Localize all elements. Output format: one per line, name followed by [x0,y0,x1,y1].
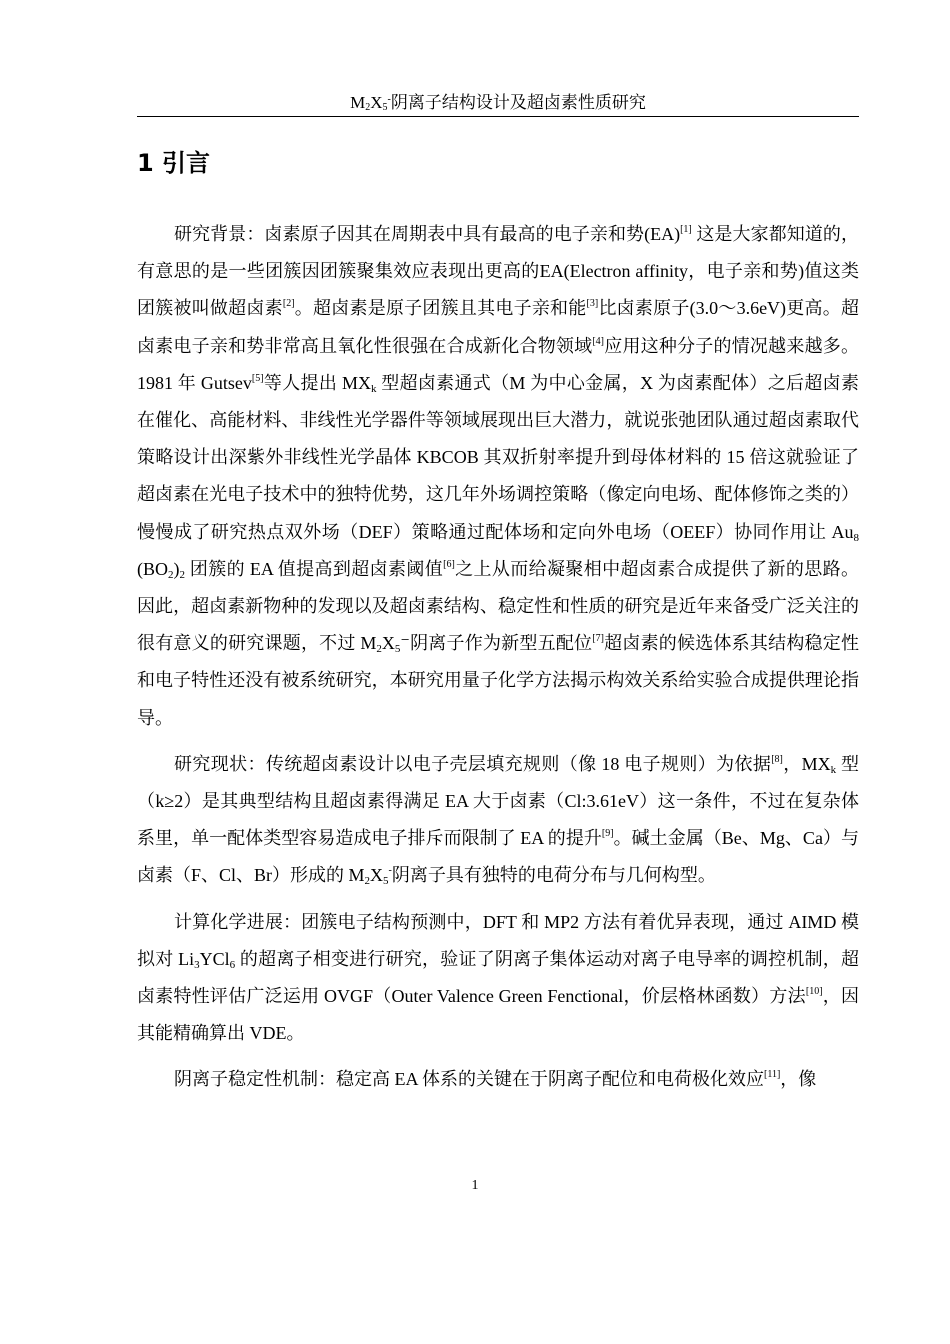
citation: [2] [282,298,295,310]
citation: [10] [805,986,823,998]
text-run: 比卤素原子(3.0～3.6eV)更高。超卤素电子亲和势非常高且氧化性很强在合成新化合物领域 [137,298,859,356]
text-run: 团簇的 EA 值提高到超卤素阈值 [185,558,444,579]
subscript: 2 [376,643,382,656]
paragraph-background [137,216,859,737]
text-run: 阴离子作为新型五配位 [409,633,593,654]
header-subscript: 2 [365,102,371,113]
subscript: k [370,382,377,395]
text-run: 。超卤素是原子团簇且其电子亲和能 [294,298,587,319]
text-run: 研究背景：卤素原子因其在周期表中具有最高的电子亲和势(EA) [174,224,681,244]
text-run: 这是大家都知道的，有意思的是一些团簇因团簇聚集效应表现出更高的EA(Electron affinity，电子亲和势)值这类团簇被叫做超卤素 [137,224,859,319]
citation: [6] [443,558,455,570]
superscript: - [388,865,392,877]
subscript: 3 [194,958,200,971]
citation: [5] [251,372,264,384]
subscript: k [830,763,837,776]
text-run: ，MX [782,753,831,774]
text-run: 超卤素的候选体系其结构稳定性和电子特性还没有被系统研究，本研究用量子化学方法揭示构效关系给实验合成提供理论指导。 [137,633,859,728]
subscript: 2 [179,568,185,581]
running-header [137,93,859,117]
subscript: 2 [168,568,174,581]
subscript: 8 [853,531,859,544]
citation: [1] [680,224,692,235]
citation: [8] [771,753,783,765]
paragraph-stability [137,1061,859,1098]
text-run: 研究现状：传统超卤素设计以电子壳层填充规则（像 18 电子规则）为依据 [174,753,772,774]
citation: [11] [764,1069,781,1081]
header-subscript: 5 [382,102,388,113]
header-superscript: - [387,94,391,105]
text-run: X [381,633,395,654]
subscript: 6 [229,958,236,971]
citation: [3] [586,298,599,310]
text-run: ，因其能精确算出 VDE。 [137,986,859,1044]
text-run: 型（k≥2）是其典型结构且超卤素得满足 EA 大于卤素（Cl:3.61eV）这一条件，不过在复杂体系里，单一配体类型容易造成电子排斥而限制了 EA 的提升 [137,753,859,849]
text-run: 之上从而给凝聚相中超卤素合成提供了新的思路。因此，超卤素新物种的发现以及超卤素结构、稳定性和性质的研究是近年来备受广泛关注的很有意义的研究课题，不过 M [137,558,860,654]
text-run: 应用这种分子的情况越来越多。1981 年 Gutsev [137,335,860,393]
citation: [4] [592,335,605,347]
paragraph-computation [137,904,859,1053]
text-run: ⁻ [400,633,410,654]
text-run: 。碱土金属（Be、Mg、Ca）与卤素（F、Cl、Br）形成的 M [137,828,859,886]
subscript: 2 [364,875,371,888]
text-run: X [370,865,384,886]
text-run: (BO [137,558,168,579]
header-text: 阴离子结构设计及超卤素性质研究 [390,93,646,112]
text-run: 的超离子相变进行研究，验证了阴离子集体运动对离子电导率的调控机制，超卤素特性评估广泛运用 OVGF（Outer Valence Green Fenctional，价层格林函数）方法 [137,948,860,1007]
page-number: 1 [471,1178,479,1193]
text-run: YCl [199,948,230,969]
paragraph-status [137,746,859,895]
text-run: ) [173,558,180,579]
text-run: 等人提出 MX [263,372,371,393]
subscript: 5 [383,875,389,888]
header-text: M [350,93,366,112]
subscript: 5 [394,643,401,656]
text-run: 型超卤素通式（M 为中心金属，X 为卤素配体）之后超卤素在催化、高能材料、非线性光学器件等领域展现出巨大潜力，就说张弛团队通过超卤素取代策略设计出深紫外非线性光学晶体 KBCOB 其双折射率提升到母体材料的 15 倍这就验证了超卤素在光电子技术中的独特优势，这几年外场调控策略（像定向电场、配体修饰之类的）慢慢成了研究热点双外场（DEF）策略通过配体场和定向外电场（OEEF）协同作用让 Au [137,372,859,542]
body-text [137,216,859,1099]
citation: [9] [601,828,614,840]
text-run: 阴离子稳定性机制：稳定高 EA 体系的关键在于阴离子配位和电荷极化效应 [174,1069,764,1090]
section-title: 1 引言 [137,149,211,177]
text-run: 阴离子具有独特的电荷分布与几何构型。 [391,865,716,886]
text-run: ，像 [780,1069,817,1090]
text-run: 计算化学进展：团簇电子结构预测中，DFT 和 MP2 方法有着优异表现，通过 AIMD 模拟对 Li [137,911,859,969]
citation: [7] [592,633,604,645]
header-text: X [370,93,383,112]
